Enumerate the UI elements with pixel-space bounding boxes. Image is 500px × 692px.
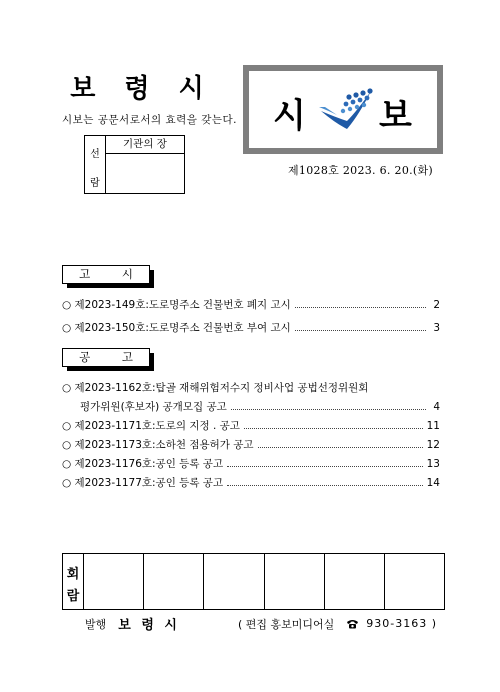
toc-item-label: ○ 제2023-1171호:도로의 지정 . 공고 bbox=[62, 420, 240, 432]
review-signature-cell[interactable] bbox=[84, 554, 144, 609]
toc-item-label: 평가위원(후보자) 공개모집 공고 bbox=[80, 401, 227, 413]
toc-item-label: ○ 제2023-1176호:공인 등록 공고 bbox=[62, 458, 224, 470]
toc-item-continued[interactable] bbox=[80, 400, 440, 415]
review-signature-cell[interactable] bbox=[385, 554, 444, 609]
gazette-title-box bbox=[243, 65, 443, 154]
gazette-title-inner bbox=[249, 71, 437, 148]
publisher-name: 보 령 시 bbox=[118, 618, 180, 633]
review-signature-cell[interactable] bbox=[265, 554, 325, 609]
toc-item-label: ○ 제2023-1162호:탑골 재해위험저수지 정비사업 공법선정위원회 bbox=[62, 382, 369, 394]
toc-item-page: 13 bbox=[426, 458, 440, 470]
approval-side-label bbox=[85, 136, 106, 193]
review-signature-cell[interactable] bbox=[325, 554, 385, 609]
city-title: 보 령 시 bbox=[70, 74, 214, 104]
toc-item-page: 3 bbox=[433, 322, 440, 334]
toc-item-label: ○ 제2023-149호:도로명주소 건물번호 폐지 고시 bbox=[62, 299, 291, 311]
approval-box bbox=[84, 135, 185, 194]
review-signature-cell[interactable] bbox=[204, 554, 264, 609]
review-signature-cell[interactable] bbox=[144, 554, 204, 609]
toc-dot-leader bbox=[295, 306, 426, 308]
section-tab-notice: 고 시 bbox=[62, 265, 150, 284]
toc-item-page: 4 bbox=[433, 401, 440, 413]
publisher-footer bbox=[85, 614, 445, 633]
review-label-bottom: 람 bbox=[66, 589, 80, 604]
telephone-icon bbox=[346, 619, 359, 629]
phone-number: 930-3163 ) bbox=[366, 617, 438, 630]
toc-item-page: 12 bbox=[426, 439, 440, 451]
approval-side-bottom: 람 bbox=[90, 178, 100, 189]
toc-item-page: 2 bbox=[433, 299, 440, 311]
toc-item[interactable] bbox=[62, 438, 440, 453]
section-tab-announcement: 공 고 bbox=[62, 348, 150, 367]
toc-item-page: 11 bbox=[426, 420, 440, 432]
editor-info: ( 편집 홍보미디어실 bbox=[238, 617, 335, 631]
gazette-char-left: 시 bbox=[273, 96, 306, 136]
publisher-label: 발행 bbox=[85, 617, 107, 631]
approval-head: 기관의 장 bbox=[106, 136, 184, 154]
toc-item[interactable] bbox=[62, 381, 440, 396]
review-label-top: 회 bbox=[66, 567, 80, 582]
gazette-char-right: 보 bbox=[379, 96, 412, 136]
toc-dot-leader bbox=[258, 446, 423, 448]
toc-dot-leader bbox=[227, 465, 423, 467]
review-label bbox=[63, 554, 84, 609]
toc-item[interactable] bbox=[62, 457, 440, 472]
toc-item[interactable] bbox=[62, 419, 440, 434]
toc-item[interactable] bbox=[62, 476, 440, 491]
toc-item[interactable] bbox=[62, 321, 440, 336]
toc-dot-leader bbox=[244, 427, 423, 429]
gazette-subtitle: 시보는 공문서로서의 효력을 갖는다. bbox=[62, 114, 237, 126]
boryeong-wave-logo-icon bbox=[319, 85, 377, 133]
toc-dot-leader bbox=[231, 408, 426, 410]
review-circulation-table bbox=[62, 553, 445, 610]
toc-item-label: ○ 제2023-1177호:공인 등록 공고 bbox=[62, 477, 224, 489]
approval-side-top: 선 bbox=[90, 149, 100, 160]
toc-dot-leader bbox=[295, 329, 426, 331]
toc-item-page: 14 bbox=[426, 477, 440, 489]
toc-dot-leader bbox=[227, 484, 423, 486]
toc-item-label: ○ 제2023-1173호:소하천 점용허가 공고 bbox=[62, 439, 254, 451]
issue-number-date: 제1028호 2023. 6. 20.(화) bbox=[288, 164, 434, 177]
toc-item[interactable] bbox=[62, 298, 440, 313]
toc-item-label: ○ 제2023-150호:도로명주소 건물번호 부여 고시 bbox=[62, 322, 291, 334]
